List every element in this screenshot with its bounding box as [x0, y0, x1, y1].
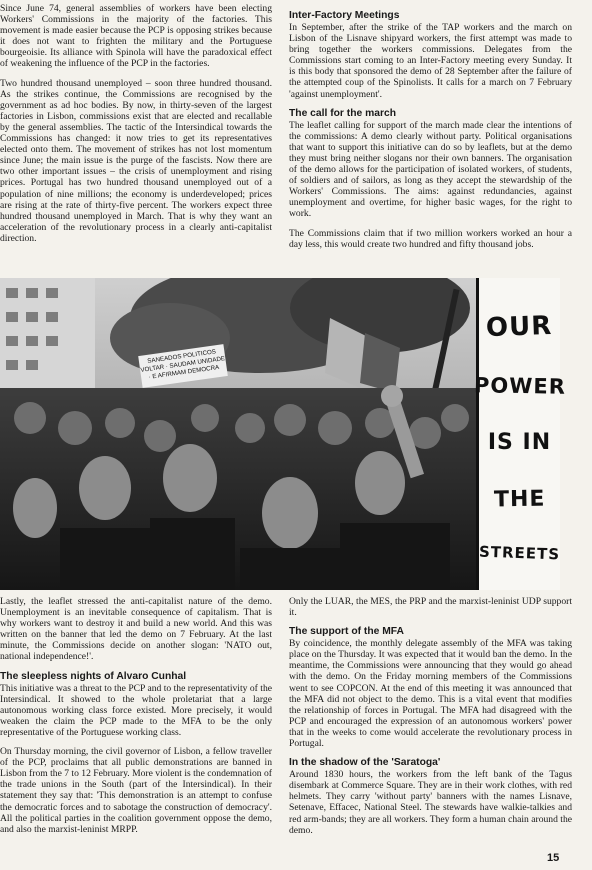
- section-heading: The call for the march: [289, 107, 397, 119]
- placard-line: THE: [493, 486, 546, 513]
- slogan-placard: [473, 278, 566, 590]
- section-heading: The sleepless nights of Alvaro Cunhal: [0, 670, 187, 682]
- paragraph: By coincidence, the monthly delegate assembly of the MFA was taking place on the Thursday. It was expected that it would ban the demo. In the meantime, the Commissions were announcing that they would go ahead with the demo. On the Friday morning members of the Commissions went to see COPCON. At the end of this meeting it was announced that the MFA did not object to the demo. This is a vital event that modifies the relationship of forces in Portugal. The MFA had disagreed with the PCP and encouraged the expression of an autonomous workers' power that in the weeks to come would accelerate the revolutionary process in Portugal.: [289, 638, 572, 750]
- placard-line: POWER: [473, 373, 566, 399]
- paragraph: Only the LUAR, the MES, the PRP and the marxist-leninist UDP support it.: [289, 596, 572, 619]
- column-top-left: [0, 3, 272, 252]
- paragraph: Since June 74, general assemblies of workers have been electing Workers' Commissions in the majority of the factories. This movement is made easier because the PCP is opposing strikes because it does not want to frighten the military and the Portuguese bourgeoisie. Its alliance with Spinola will have the paradoxical effect of weakening the influence of the PCP in the factories.: [0, 3, 272, 70]
- paragraph: The Commissions claim that if two million workers worked an hour a day less, this would create two hundred and fifty thousand jobs.: [289, 227, 572, 250]
- paragraph: Around 1830 hours, the workers from the left bank of the Tagus disembark at Commerce Square. They are in their work clothes, with red helmets. They carry 'without party' banners with the names Lisnave, Setenave, Effacec, National Steel. The stewards have walkie-talkies and red arm-bands; they are all workers. They form a human chain around the demo.: [289, 769, 573, 836]
- protest-banner: SANEADOS POLITICOS VOLTAR · SAUDAM UNIDADE · E AFIRMAM DEMOCRA: [138, 344, 228, 388]
- placard-line: STREETS: [478, 542, 561, 564]
- paragraph: This initiative was a threat to the PCP and to the representativity of the Intersindical. It showed to the whole proletariat that a large autonomous working class force existed. More precisely, it would weaken the claim the PCP made to the MFA to be the only representative of the Portuguese working class.: [0, 682, 272, 738]
- paragraph: Lastly, the leaflet stressed the anti-capitalist nature of the demo. Unemployment is an inevitable consequence of capitalism. That is why workers want to destroy it and build a new world. And this was written on the banner that led the demo on 7 February. At the last minute, the Commissions decide on another slogan: 'NATO out, national independence!'.: [0, 596, 272, 663]
- placard-line: OUR: [485, 310, 554, 344]
- column-top-right: [289, 10, 572, 258]
- column-bottom-right: [289, 596, 572, 844]
- section-heading: In the shadow of the 'Saratoga': [289, 757, 441, 769]
- section-heading: The support of the MFA: [289, 626, 404, 638]
- section-heading: Inter-Factory Meetings: [289, 10, 400, 21]
- paragraph: On Thursday morning, the civil governor of Lisbon, a fellow traveller of the PCP, proclaims that all public demonstrations are banned in Lisbon from the 7 to 12 February. More violent is the condemnation of the trade unions in the South (part of the Intersindical). In their statement they say that: 'This demonstration is an attempt to confuse the democratic forces and to sabotage the construction of democracy'. All the political parties in the coalition government oppose the demo, and also the marxist-leninist MRPP.: [0, 746, 272, 835]
- paragraph: Two hundred thousand unemployed – soon three hundred thousand. As the strikes continue, the Commissions are recognised by the government as ad hoc bodies. By now, in thirty-seven of the largest factories in Lisbon, commissions exist that are elected and recallable by the general assemblies. The tactic of the Intersindical towards the Commissions has changed: it now tries to get its representatives elected onto them. The movement of strikes has not lost momentum since June; the main issue is the purge of the fascists. Now there are two other important issues – the crisis of unemployment and rising prices. Portugal has two hundred thousand unemployed out of a population of nine millions; the economy is underdeveloped; prices are rising at the rate of thirty-five percent. The workers expect three hundred thousand unemployed in March. That is why they want an acceleration of the revolutionary process in a clearly anti-capitalist direction.: [0, 77, 272, 244]
- paragraph: The leaflet calling for support of the march made clear the intentions of the commissions: A demo clearly without party. Political organisations that want to support this initiative can do so by leaflets, but at the demo they must bring neither slogans nor their own banners. The organisation of the demo allows for the participation of isolated workers, of students, of soldiers and of sailors, as long as they accept the stewardship of the Workers' Commissions. The aims: against redundancies, against unemployment and overtime, for higher basic wages, for the right to work.: [289, 119, 572, 220]
- paragraph: In September, after the strike of the TAP workers and the march on Lisbon of the Lisnave shipyard workers, the first attempt was made to bring together the workers commissions. Delegates from the Commissions start coming to an Inter-Factory meeting every Sunday. It is this body that sponsored the demo of 28 September after the failure of the attempted coup of the Spinolists. It calls for a march on 7 February 'against unemployment'.: [289, 22, 572, 100]
- page-number: 15: [547, 852, 560, 864]
- column-bottom-left: [0, 596, 272, 843]
- placard-line: IS IN: [487, 430, 552, 455]
